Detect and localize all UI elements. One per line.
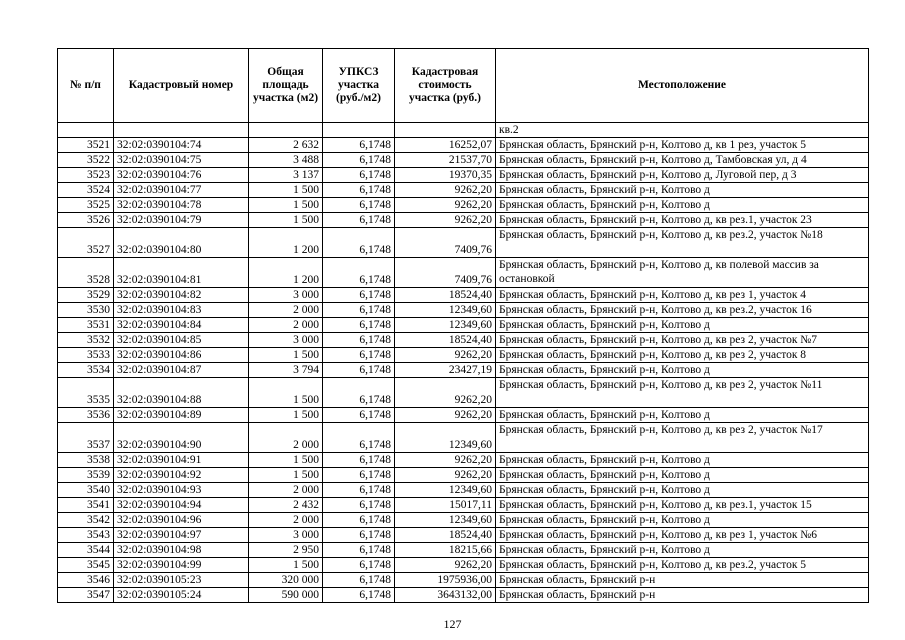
cell-rate: 6,1748 xyxy=(323,363,395,378)
cell-area: 1 200 xyxy=(249,258,323,288)
cell-rate: 6,1748 xyxy=(323,468,395,483)
cell-location: Брянская область, Брянский р-н, Колтово д, Тамбовская ул, д 4 xyxy=(496,153,869,168)
table-row xyxy=(58,423,869,453)
cell-cost: 9262,20 xyxy=(395,348,496,363)
table-row xyxy=(58,363,869,378)
cell-cost: 9262,20 xyxy=(395,558,496,573)
table-row xyxy=(58,408,869,423)
cell-area: 3 000 xyxy=(249,528,323,543)
cell-num: 3535 xyxy=(58,378,114,408)
cell-num: 3536 xyxy=(58,408,114,423)
cell-area: 2 000 xyxy=(249,303,323,318)
cell-cost: 12349,60 xyxy=(395,318,496,333)
cell-cadastral: 32:02:0390104:81 xyxy=(114,258,249,288)
table-row xyxy=(58,378,869,408)
table-row xyxy=(58,453,869,468)
cell-cadastral: 32:02:0390104:87 xyxy=(114,363,249,378)
cell-location: Брянская область, Брянский р-н, Колтово д xyxy=(496,513,869,528)
cell-location: Брянская область, Брянский р-н, Колтово д, кв рез 2, участок №11 xyxy=(496,378,869,408)
cell-cost: 16252,07 xyxy=(395,138,496,153)
cell-area: 2 000 xyxy=(249,513,323,528)
cell-location: Брянская область, Брянский р-н, Колтово д, кв рез.2, участок 16 xyxy=(496,303,869,318)
cell-rate: 6,1748 xyxy=(323,198,395,213)
cell-cost: 9262,20 xyxy=(395,213,496,228)
header-cadastral: Кадастровый номер xyxy=(114,49,249,123)
cell-area: 2 432 xyxy=(249,498,323,513)
cell-location: Брянская область, Брянский р-н, Колтово д, кв рез.2, участок №18 xyxy=(496,228,869,258)
table-row xyxy=(58,573,869,588)
cell-num: 3541 xyxy=(58,498,114,513)
cell-num: 3547 xyxy=(58,588,114,603)
cadastral-table xyxy=(57,48,869,603)
cell-rate: 6,1748 xyxy=(323,588,395,603)
cell-location: Брянская область, Брянский р-н xyxy=(496,588,869,603)
cell-location: Брянская область, Брянский р-н, Колтово д xyxy=(496,453,869,468)
cell-area: 1 500 xyxy=(249,348,323,363)
cell-cadastral: 32:02:0390104:85 xyxy=(114,333,249,348)
cell-rate: 6,1748 xyxy=(323,153,395,168)
table-row xyxy=(58,543,869,558)
cell-rate: 6,1748 xyxy=(323,318,395,333)
cell-area: 1 500 xyxy=(249,213,323,228)
table-row xyxy=(58,288,869,303)
cell-num: 3523 xyxy=(58,168,114,183)
cell-num xyxy=(58,123,114,138)
header-num: № п/п xyxy=(58,49,114,123)
cell-rate: 6,1748 xyxy=(323,528,395,543)
cell-num: 3527 xyxy=(58,228,114,258)
header-rate: УПКСЗ участка (руб./м2) xyxy=(323,49,395,123)
cell-num: 3540 xyxy=(58,483,114,498)
cell-rate: 6,1748 xyxy=(323,453,395,468)
cell-rate: 6,1748 xyxy=(323,423,395,453)
cell-num: 3526 xyxy=(58,213,114,228)
cell-rate: 6,1748 xyxy=(323,168,395,183)
cell-cost: 18215,66 xyxy=(395,543,496,558)
cell-cost: 3643132,00 xyxy=(395,588,496,603)
cell-cost: 18524,40 xyxy=(395,528,496,543)
cell-cost: 9262,20 xyxy=(395,198,496,213)
table-row xyxy=(58,498,869,513)
cell-cost xyxy=(395,123,496,138)
cell-num: 3537 xyxy=(58,423,114,453)
cell-cadastral: 32:02:0390104:74 xyxy=(114,138,249,153)
cell-area: 1 500 xyxy=(249,453,323,468)
cell-area: 2 950 xyxy=(249,543,323,558)
cell-area: 3 000 xyxy=(249,333,323,348)
cell-num: 3534 xyxy=(58,363,114,378)
header-cost: Кадастровая стоимость участка (руб.) xyxy=(395,49,496,123)
cell-area: 1 500 xyxy=(249,558,323,573)
cell-num: 3532 xyxy=(58,333,114,348)
cell-num: 3530 xyxy=(58,303,114,318)
table-row xyxy=(58,333,869,348)
cell-cadastral: 32:02:0390104:77 xyxy=(114,183,249,198)
cell-area: 2 632 xyxy=(249,138,323,153)
cell-rate xyxy=(323,123,395,138)
table-row xyxy=(58,138,869,153)
table-row xyxy=(58,153,869,168)
table-row xyxy=(58,528,869,543)
cell-cost: 12349,60 xyxy=(395,513,496,528)
cell-cost: 7409,76 xyxy=(395,258,496,288)
cell-cost: 9262,20 xyxy=(395,453,496,468)
cell-rate: 6,1748 xyxy=(323,483,395,498)
cell-location: Брянская область, Брянский р-н, Колтово д, кв рез 2, участок №17 xyxy=(496,423,869,453)
cell-cost: 19370,35 xyxy=(395,168,496,183)
cell-cost: 1975936,00 xyxy=(395,573,496,588)
cell-location: Брянская область, Брянский р-н, Колтово д, кв рез.1, участок 15 xyxy=(496,498,869,513)
cell-num: 3543 xyxy=(58,528,114,543)
cell-area: 320 000 xyxy=(249,573,323,588)
cell-cadastral: 32:02:0390104:80 xyxy=(114,228,249,258)
cell-area: 2 000 xyxy=(249,423,323,453)
cell-cadastral: 32:02:0390104:76 xyxy=(114,168,249,183)
cell-cost: 18524,40 xyxy=(395,333,496,348)
cell-cadastral: 32:02:0390104:88 xyxy=(114,378,249,408)
cell-location: Брянская область, Брянский р-н, Колтово д xyxy=(496,543,869,558)
page-number: 127 xyxy=(443,617,462,631)
cell-cadastral: 32:02:0390104:91 xyxy=(114,453,249,468)
header-location: Местоположение xyxy=(496,49,869,123)
continuation-row xyxy=(58,123,869,138)
cell-cost: 12349,60 xyxy=(395,303,496,318)
cell-location: Брянская область, Брянский р-н, Колтово д, Луговой пер, д 3 xyxy=(496,168,869,183)
cell-cadastral: 32:02:0390104:96 xyxy=(114,513,249,528)
cell-cost: 9262,20 xyxy=(395,378,496,408)
cell-num: 3533 xyxy=(58,348,114,363)
cell-num: 3531 xyxy=(58,318,114,333)
cell-rate: 6,1748 xyxy=(323,228,395,258)
cell-cost: 21537,70 xyxy=(395,153,496,168)
cell-rate: 6,1748 xyxy=(323,378,395,408)
cell-num: 3524 xyxy=(58,183,114,198)
cell-rate: 6,1748 xyxy=(323,183,395,198)
cell-rate: 6,1748 xyxy=(323,213,395,228)
cell-area: 3 000 xyxy=(249,288,323,303)
cell-cadastral: 32:02:0390104:82 xyxy=(114,288,249,303)
cell-location: Брянская область, Брянский р-н, Колтово д xyxy=(496,183,869,198)
cell-cost: 7409,76 xyxy=(395,228,496,258)
cell-cadastral: 32:02:0390105:23 xyxy=(114,573,249,588)
table-row xyxy=(58,198,869,213)
cell-rate: 6,1748 xyxy=(323,258,395,288)
cell-rate: 6,1748 xyxy=(323,408,395,423)
cell-cadastral: 32:02:0390104:94 xyxy=(114,498,249,513)
cell-cadastral: 32:02:0390104:78 xyxy=(114,198,249,213)
table-row xyxy=(58,258,869,288)
cell-area: 1 500 xyxy=(249,468,323,483)
cell-area: 1 500 xyxy=(249,408,323,423)
cell-cadastral: 32:02:0390104:75 xyxy=(114,153,249,168)
cell-location: Брянская область, Брянский р-н, Колтово д, кв рез 2, участок №7 xyxy=(496,333,869,348)
cell-cost: 23427,19 xyxy=(395,363,496,378)
cell-cost: 15017,11 xyxy=(395,498,496,513)
cell-cost: 12349,60 xyxy=(395,483,496,498)
cell-num: 3521 xyxy=(58,138,114,153)
cell-location: Брянская область, Брянский р-н xyxy=(496,573,869,588)
cell-cadastral: 32:02:0390104:86 xyxy=(114,348,249,363)
cell-cost: 9262,20 xyxy=(395,408,496,423)
cell-location: Брянская область, Брянский р-н, Колтово д, кв рез 1, участок 4 xyxy=(496,288,869,303)
cell-rate: 6,1748 xyxy=(323,573,395,588)
table-row xyxy=(58,303,869,318)
cell-num: 3545 xyxy=(58,558,114,573)
cell-area: 1 500 xyxy=(249,378,323,408)
cell-area: 3 794 xyxy=(249,363,323,378)
cell-area: 3 488 xyxy=(249,153,323,168)
cell-area: 2 000 xyxy=(249,483,323,498)
cell-location: Брянская область, Брянский р-н, Колтово д xyxy=(496,408,869,423)
table-row xyxy=(58,183,869,198)
cell-num: 3528 xyxy=(58,258,114,288)
cell-cadastral: 32:02:0390104:92 xyxy=(114,468,249,483)
cell-rate: 6,1748 xyxy=(323,558,395,573)
cell-cost: 18524,40 xyxy=(395,288,496,303)
table-row xyxy=(58,213,869,228)
cell-rate: 6,1748 xyxy=(323,498,395,513)
cell-num: 3529 xyxy=(58,288,114,303)
cell-rate: 6,1748 xyxy=(323,543,395,558)
cell-cadastral: 32:02:0390104:90 xyxy=(114,423,249,453)
cell-num: 3525 xyxy=(58,198,114,213)
cell-rate: 6,1748 xyxy=(323,288,395,303)
cell-area: 1 500 xyxy=(249,183,323,198)
table-row xyxy=(58,348,869,363)
cell-cadastral: 32:02:0390105:24 xyxy=(114,588,249,603)
cell-location: Брянская область, Брянский р-н, Колтово д xyxy=(496,468,869,483)
table-row xyxy=(58,588,869,603)
cell-location: Брянская область, Брянский р-н, Колтово д, кв 1 рез, участок 5 xyxy=(496,138,869,153)
cell-rate: 6,1748 xyxy=(323,138,395,153)
cell-num: 3522 xyxy=(58,153,114,168)
cell-location: Брянская область, Брянский р-н, Колтово д, кв рез 2, участок 8 xyxy=(496,348,869,363)
table-row xyxy=(58,318,869,333)
cell-location: Брянская область, Брянский р-н, Колтово д, кв рез.1, участок 23 xyxy=(496,213,869,228)
cell-cost: 9262,20 xyxy=(395,468,496,483)
cell-location: Брянская область, Брянский р-н, Колтово д xyxy=(496,318,869,333)
cell-area xyxy=(249,123,323,138)
cell-rate: 6,1748 xyxy=(323,333,395,348)
cell-cadastral: 32:02:0390104:98 xyxy=(114,543,249,558)
cell-rate: 6,1748 xyxy=(323,513,395,528)
cell-location: Брянская область, Брянский р-н, Колтово д xyxy=(496,483,869,498)
cell-cost: 9262,20 xyxy=(395,183,496,198)
cell-cadastral: 32:02:0390104:89 xyxy=(114,408,249,423)
table-row xyxy=(58,483,869,498)
cell-cadastral: 32:02:0390104:99 xyxy=(114,558,249,573)
cell-area: 2 000 xyxy=(249,318,323,333)
cell-num: 3544 xyxy=(58,543,114,558)
cell-num: 3539 xyxy=(58,468,114,483)
cell-area: 3 137 xyxy=(249,168,323,183)
cell-cadastral: 32:02:0390104:93 xyxy=(114,483,249,498)
cell-cost: 12349,60 xyxy=(395,423,496,453)
cell-rate: 6,1748 xyxy=(323,348,395,363)
cell-area: 590 000 xyxy=(249,588,323,603)
cell-cadastral: 32:02:0390104:97 xyxy=(114,528,249,543)
cell-num: 3542 xyxy=(58,513,114,528)
cell-location: Брянская область, Брянский р-н, Колтово д xyxy=(496,198,869,213)
cell-area: 1 200 xyxy=(249,228,323,258)
cell-location: Брянская область, Брянский р-н, Колтово д, кв рез 1, участок №6 xyxy=(496,528,869,543)
table-row xyxy=(58,513,869,528)
table-header-row xyxy=(58,49,869,123)
cell-location: Брянская область, Брянский р-н, Колтово д, кв полевой массив за остановкой xyxy=(496,258,869,288)
cell-cadastral: 32:02:0390104:84 xyxy=(114,318,249,333)
table-row xyxy=(58,558,869,573)
table-row xyxy=(58,168,869,183)
cell-cadastral: 32:02:0390104:79 xyxy=(114,213,249,228)
cell-location: Брянская область, Брянский р-н, Колтово д xyxy=(496,363,869,378)
cell-num: 3538 xyxy=(58,453,114,468)
cell-rate: 6,1748 xyxy=(323,303,395,318)
table-row xyxy=(58,468,869,483)
cell-area: 1 500 xyxy=(249,198,323,213)
cell-location: Брянская область, Брянский р-н, Колтово д, кв рез.2, участок 5 xyxy=(496,558,869,573)
cell-num: 3546 xyxy=(58,573,114,588)
cell-cadastral xyxy=(114,123,249,138)
header-area: Общая площадь участка (м2) xyxy=(249,49,323,123)
cell-cadastral: 32:02:0390104:83 xyxy=(114,303,249,318)
table-row xyxy=(58,228,869,258)
cell-location: кв.2 xyxy=(496,123,869,138)
